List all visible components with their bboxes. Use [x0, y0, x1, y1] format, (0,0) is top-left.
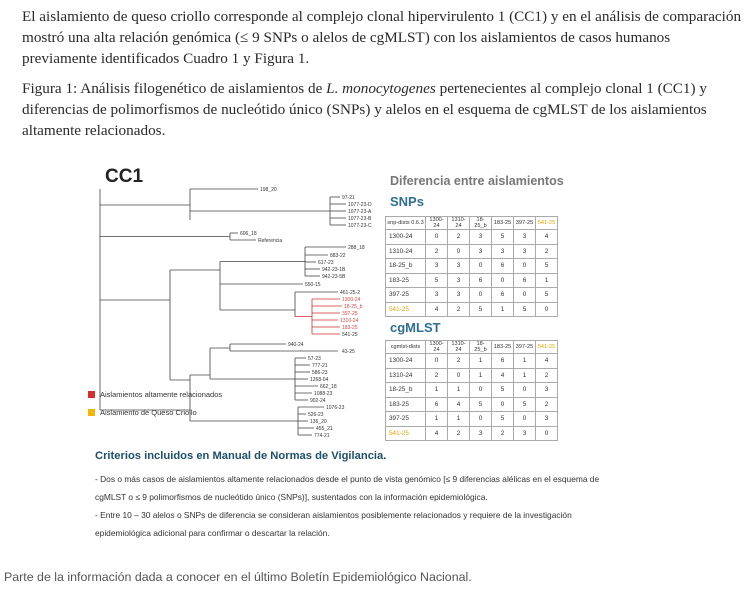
snp-col-header: 1310-24	[448, 217, 470, 230]
snp-col-header: 183-25	[492, 217, 514, 230]
tree-leaf-label: 940-24	[288, 341, 304, 348]
cgmlst-row-label: 183-25	[386, 397, 426, 412]
tree-leaf-label: 455_21	[316, 425, 333, 432]
cgmlst-row	[386, 383, 558, 398]
snp-row	[386, 302, 558, 317]
snp-cell: 6	[470, 273, 492, 288]
cgmlst-cell: 4	[448, 397, 470, 412]
tree-leaf-label: 1077-23-A	[348, 208, 372, 215]
cgmlst-row-label: 1310-24	[386, 368, 426, 383]
cgmlst-cell: 3	[514, 426, 536, 441]
cgmlst-cell: 1	[470, 354, 492, 369]
snp-col-header: 397-25	[514, 217, 536, 230]
cgmlst-cell: 4	[536, 354, 558, 369]
cgmlst-cell: 4	[492, 368, 514, 383]
cgmlst-col-header: 541-25	[536, 341, 558, 354]
cgmlst-cell: 0	[470, 383, 492, 398]
snp-cell: 5	[470, 302, 492, 317]
snp-row-label: 183-25	[386, 273, 426, 288]
snp-cell: 1	[492, 302, 514, 317]
cgmlst-cell: 5	[492, 383, 514, 398]
tree-leaf-label: 942-23-1B	[322, 266, 346, 273]
cgmlst-cell: 1	[426, 412, 448, 427]
tree-leaf-label: 1077-23-C	[348, 222, 372, 229]
tree-leaf-label: 136_20	[310, 418, 327, 425]
snp-cell: 5	[514, 302, 536, 317]
cgmlst-cell: 1	[448, 412, 470, 427]
snp-cell: 6	[492, 259, 514, 274]
snp-cell: 3	[492, 244, 514, 259]
cgmlst-cell: 0	[448, 368, 470, 383]
snp-cell: 3	[514, 244, 536, 259]
tree-leaf-label: 586-23	[312, 369, 328, 376]
tree-leaf-label: 883-22	[330, 252, 346, 259]
snp-cell: 2	[448, 230, 470, 245]
snp-cell: 3	[448, 259, 470, 274]
snp-row-label: 541-25	[386, 302, 426, 317]
snp-row	[386, 288, 558, 303]
snp-row	[386, 273, 558, 288]
snp-cell: 5	[426, 273, 448, 288]
tree-leaf-label: 942-23-5B	[322, 273, 346, 280]
figure-caption	[22, 78, 742, 141]
cgmlst-cell: 2	[536, 397, 558, 412]
snp-cell: 0	[448, 244, 470, 259]
legend-related-swatch	[88, 391, 95, 398]
snp-col-header: 541-25	[536, 217, 558, 230]
snp-cell: 4	[536, 230, 558, 245]
cgmlst-col-header: 183-25	[492, 341, 514, 354]
cgmlst-cell: 2	[448, 354, 470, 369]
snp-cell: 0	[492, 273, 514, 288]
cgmlst-row-label: 397-25	[386, 412, 426, 427]
criteria-title: Criterios incluidos en Manual de Normas de Vigilancia.	[95, 450, 387, 462]
criteria-item-1: - Dos o más casos de aislamientos altamente relacionados desde el punto de vista genómico [≤ 9 diferencias alélicas en el esquema de cgMLST o ≤ 9 polimorfismos de nucleótido único (SNPs)], sustentados con la información epidemiológica.	[95, 474, 600, 502]
tree-leaf-label: 43-25	[342, 348, 355, 355]
cgmlst-row	[386, 397, 558, 412]
snp-cell: 3	[448, 288, 470, 303]
snp-cell: 3	[470, 244, 492, 259]
snp-cell: 5	[492, 230, 514, 245]
caption-species: L. monocytogenes	[326, 80, 436, 97]
cgmlst-row	[386, 368, 558, 383]
snp-table	[385, 216, 558, 317]
cgmlst-corner: cgmlst-dists	[386, 341, 426, 354]
snp-cell: 2	[536, 244, 558, 259]
cgmlst-cell: 2	[426, 368, 448, 383]
tree-leaf-label: 550-15	[305, 281, 321, 288]
cgmlst-table	[385, 340, 558, 441]
tree-leaf-label: 1076-23	[326, 404, 345, 411]
tree-leaf-label: 1077-23-B	[348, 215, 372, 222]
cgmlst-table-title: cgMLST	[390, 320, 441, 335]
cgmlst-cell: 1	[470, 368, 492, 383]
cgmlst-cell: 0	[470, 412, 492, 427]
cgmlst-cell: 1	[448, 383, 470, 398]
snp-cell: 3	[448, 273, 470, 288]
cgmlst-cell: 2	[492, 426, 514, 441]
tree-leaf-label: 777-21	[312, 362, 328, 369]
tree-leaf-label: 541-25	[342, 331, 358, 338]
cgmlst-col-header: 1310-24	[448, 341, 470, 354]
snp-row	[386, 244, 558, 259]
legend-queso	[88, 408, 197, 417]
cgmlst-col-header: 18-25_b	[470, 341, 492, 354]
snp-row-label: 1300-24	[386, 230, 426, 245]
snp-cell: 0	[426, 230, 448, 245]
legend-queso-label: Aislamiento de Queso Criollo	[100, 408, 197, 417]
cgmlst-cell: 0	[514, 383, 536, 398]
tree-leaf-label: 57-23	[308, 355, 321, 362]
snp-row-label: 397-25	[386, 288, 426, 303]
snp-row-label: 18-25_b	[386, 259, 426, 274]
tree-leaf-label: 198_20	[260, 186, 277, 193]
cgmlst-cell: 5	[514, 397, 536, 412]
tree-leaf-label: 97-21	[342, 194, 355, 201]
tree-leaf-label: 397-25	[342, 310, 358, 317]
snp-row	[386, 230, 558, 245]
tree-leaf-label: 1300-24	[342, 296, 361, 303]
intro-paragraph: El aislamiento de queso criollo corresponde al complejo clonal hipervirulento 1 (CC1) y en el análisis de comparación mostró una alta relación genómica (≤ 9 SNPs o alelos de cgMLST) con los aislamientos de casos humanos previamente identificados Cuadro 1 y Figura 1.	[22, 8, 742, 67]
cgmlst-cell: 6	[492, 354, 514, 369]
legend-related	[88, 390, 222, 399]
tree-leaf-label: 662_18	[320, 383, 337, 390]
caption-suffix: pertenecientes al complejo clonal 1 (CC1) y diferencias de polimorfismos de nucleótido único (SNPs) y alelos en el esquema de cgMLST de los aislamientos altamente relacionados.	[22, 80, 707, 139]
tree-leaf-label: 606_18	[240, 230, 257, 237]
tree-leaf-label: 1268-04	[310, 376, 329, 383]
tree-leaf-label: 461-25-2	[340, 289, 361, 296]
snp-cell: 4	[426, 302, 448, 317]
cgmlst-cell: 0	[514, 412, 536, 427]
snp-col-header: 18-25_b	[470, 217, 492, 230]
cgmlst-col-header: 397-25	[514, 341, 536, 354]
snp-cell: 3	[470, 230, 492, 245]
tree-leaf-label: 1310-24	[340, 317, 359, 324]
cgmlst-cell: 3	[536, 412, 558, 427]
snp-cell: 5	[536, 259, 558, 274]
figure-1	[80, 160, 620, 550]
snp-col-header: 1300-24	[426, 217, 448, 230]
cgmlst-col-header: 1300-24	[426, 341, 448, 354]
snp-row	[386, 259, 558, 274]
cgmlst-cell: 0	[492, 397, 514, 412]
cgmlst-cell: 3	[470, 426, 492, 441]
tree-title: CC1	[105, 166, 144, 187]
cgmlst-row-label: 18-25_b	[386, 383, 426, 398]
snp-cell: 3	[426, 288, 448, 303]
snp-cell: 0	[470, 288, 492, 303]
tree-leaf-label: 617-23	[318, 259, 334, 266]
legend-related-label: Aislamientos altamente relacionados	[100, 390, 223, 399]
snp-cell: 2	[448, 302, 470, 317]
cgmlst-row-label: 541-25	[386, 426, 426, 441]
tree-leaf-label: 1077-23-D	[348, 201, 372, 208]
snp-cell: 0	[470, 259, 492, 274]
cgmlst-cell: 1	[426, 383, 448, 398]
snp-cell: 5	[536, 288, 558, 303]
snp-cell: 0	[514, 288, 536, 303]
cgmlst-row	[386, 354, 558, 369]
tree-leaf-label: 902-24	[310, 397, 326, 404]
snp-cell: 6	[492, 288, 514, 303]
cgmlst-cell: 6	[426, 397, 448, 412]
snp-cell: 2	[426, 244, 448, 259]
tree-leaf-label: 288_18	[348, 244, 365, 251]
footer-note: Parte de la información dada a conocer en el último Boletín Epidemiológico Nacional.	[4, 570, 472, 584]
caption-prefix: Figura 1: Análisis filogenético de aislamientos de	[22, 80, 327, 97]
cgmlst-cell: 5	[470, 397, 492, 412]
snp-cell: 1	[536, 273, 558, 288]
cgmlst-cell: 2	[536, 368, 558, 383]
tree-leaf-label: Referencia	[258, 237, 283, 244]
cgmlst-cell: 0	[536, 426, 558, 441]
cgmlst-row	[386, 426, 558, 441]
cgmlst-cell: 0	[426, 354, 448, 369]
criteria-item-2: - Entre 10 – 30 alelos o SNPs de diferencia se consideran aislamientos posiblemente relacionados y requiere de la investigación epidemiológica adicional para confirmar o descartar la relación.	[95, 510, 572, 538]
tree-leaf-label: 1088-23	[314, 390, 333, 397]
tree-leaf-label: 183-25	[342, 324, 358, 331]
cgmlst-cell: 3	[536, 383, 558, 398]
cgmlst-row	[386, 412, 558, 427]
cgmlst-cell: 5	[492, 412, 514, 427]
snp-cell: 0	[536, 302, 558, 317]
snp-table-title: SNPs	[390, 194, 424, 209]
diff-title: Diferencia entre aislamientos	[390, 174, 564, 188]
snp-row-label: 1310-24	[386, 244, 426, 259]
tree-leaf-label: 526-23	[308, 411, 324, 418]
tree-leaf-label: 18-25_b	[344, 303, 363, 310]
tree-leaf-label: 774-21	[314, 432, 330, 439]
snp-cell: 6	[514, 273, 536, 288]
snp-cell: 3	[426, 259, 448, 274]
cgmlst-cell: 2	[448, 426, 470, 441]
snp-corner: snp-dists 0.6.3	[386, 217, 426, 230]
snp-cell: 3	[514, 230, 536, 245]
cgmlst-row-label: 1300-24	[386, 354, 426, 369]
cgmlst-cell: 4	[426, 426, 448, 441]
cgmlst-cell: 1	[514, 354, 536, 369]
criteria-box	[90, 470, 610, 542]
legend-queso-swatch	[88, 409, 95, 416]
cgmlst-cell: 1	[514, 368, 536, 383]
snp-cell: 0	[514, 259, 536, 274]
